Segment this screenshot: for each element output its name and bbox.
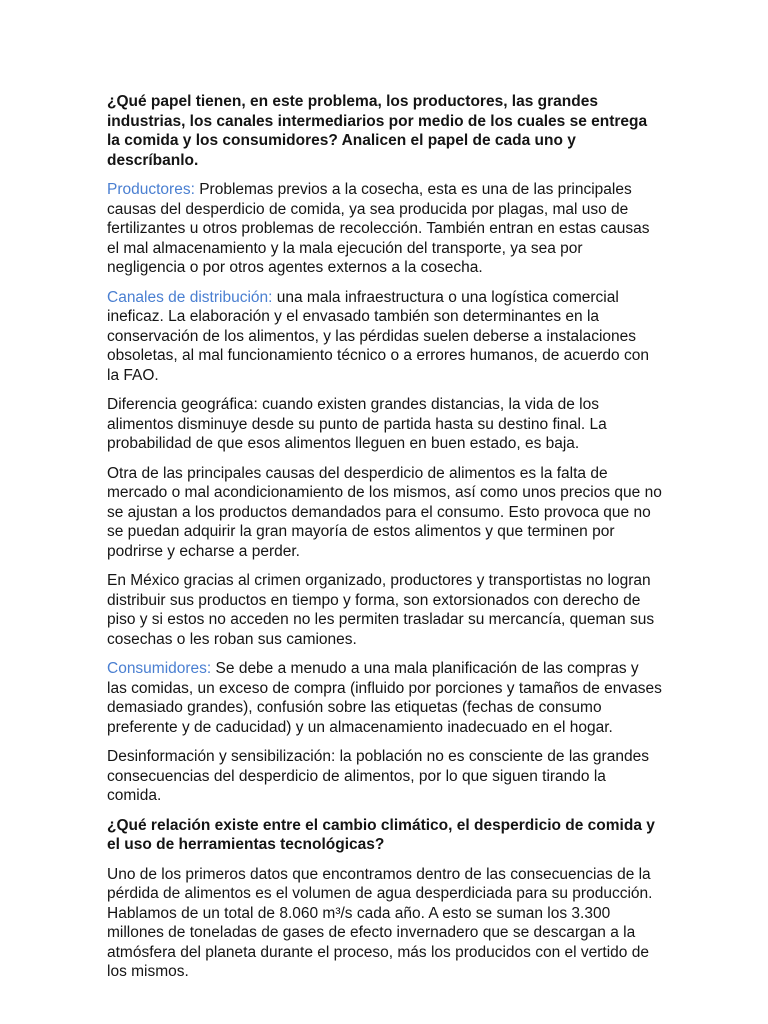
productores-text: Problemas previos a la cosecha, esta es una de las principales causas del desperdicio de comida, ya sea producida por plagas, mal uso de fertilizantes u otros problemas de recolección. También entran en estas causas el mal almacenamiento y la mala ejecución del transporte, ya sea por negligencia o por otros agentes externos a la cosecha. (107, 181, 650, 276)
productores-label: Productores: (107, 181, 195, 198)
geografica-paragraph: Diferencia geográfica: cuando existen grandes distancias, la vida de los alimentos disminuye desde su punto de partida hasta su destino final. La probabilidad de que esos alimentos lleguen en buen estado, es baja. (107, 396, 607, 452)
document-page (107, 92, 662, 992)
desinformacion-paragraph: Desinformación y sensibilización: la población no es consciente de las grandes consecuencias del desperdicio de alimentos, por lo que siguen tirando la comida. (107, 748, 649, 804)
consumidores-text: Se debe a menudo a una mala planificación de las compras y las comidas, un exceso de compra (influido por porciones y tamaños de envases demasiado grandes), confusión sobre las etiquetas (fechas de consumo preferente y de caducidad) y un almacenamiento inadecuado en el hogar. (107, 660, 662, 736)
consumidores-paragraph (107, 659, 662, 737)
canales-text: una mala infraestructura o una logística comercial ineficaz. La elaboración y el envasado también son determinantes en la conservación de los alimentos, y las pérdidas suelen deberse a instalaciones obsoletas, al mal funcionamiento técnico o a errores humanos, de acuerdo con la FAO. (107, 288, 649, 384)
consumidores-label: Consumidores: (107, 660, 212, 677)
agua-paragraph: Uno de los primeros datos que encontramos dentro de las consecuencias de la pérdida de alimentos es el volumen de agua desperdiciada para su producción. Hablamos de un total de 8.060 m³/s cada año. A esto se suman los 3.300 millones de toneladas de gases de efecto invernadero que se descargan a la atmósfera del planeta durante el proceso, más los producidos con el vertido de los mismos. (107, 865, 653, 980)
productores-paragraph (107, 180, 662, 278)
mexico-paragraph: En México gracias al crimen organizado, productores y transportistas no logran distribuir sus productos en tiempo y forma, son extorsionados con derecho de piso y si estos no acceden no les permiten trasladar su mercancía, queman sus cosechas o les roban sus camiones. (107, 572, 655, 648)
mercado-paragraph: Otra de las principales causas del desperdicio de alimentos es la falta de mercado o mal acondicionamiento de los mismos, así como unos precios que no se ajustan a los productos demandados para el consumo. Esto provoca que no se puedan adquirir la gran mayoría de estos alimentos y que terminen por podrirse y echarse a perder. (107, 464, 662, 560)
question-1-heading: ¿Qué papel tienen, en este problema, los productores, las grandes industrias, los canales intermediarios por medio de los cuales se entrega la comida y los consumidores? Analicen el papel de cada uno y descríbanlo. (107, 93, 648, 169)
canales-paragraph (107, 288, 662, 386)
question-2-heading: ¿Qué relación existe entre el cambio climático, el desperdicio de comida y el uso de herramientas tecnológicas? (107, 816, 655, 853)
canales-label: Canales de distribución: (107, 288, 273, 306)
